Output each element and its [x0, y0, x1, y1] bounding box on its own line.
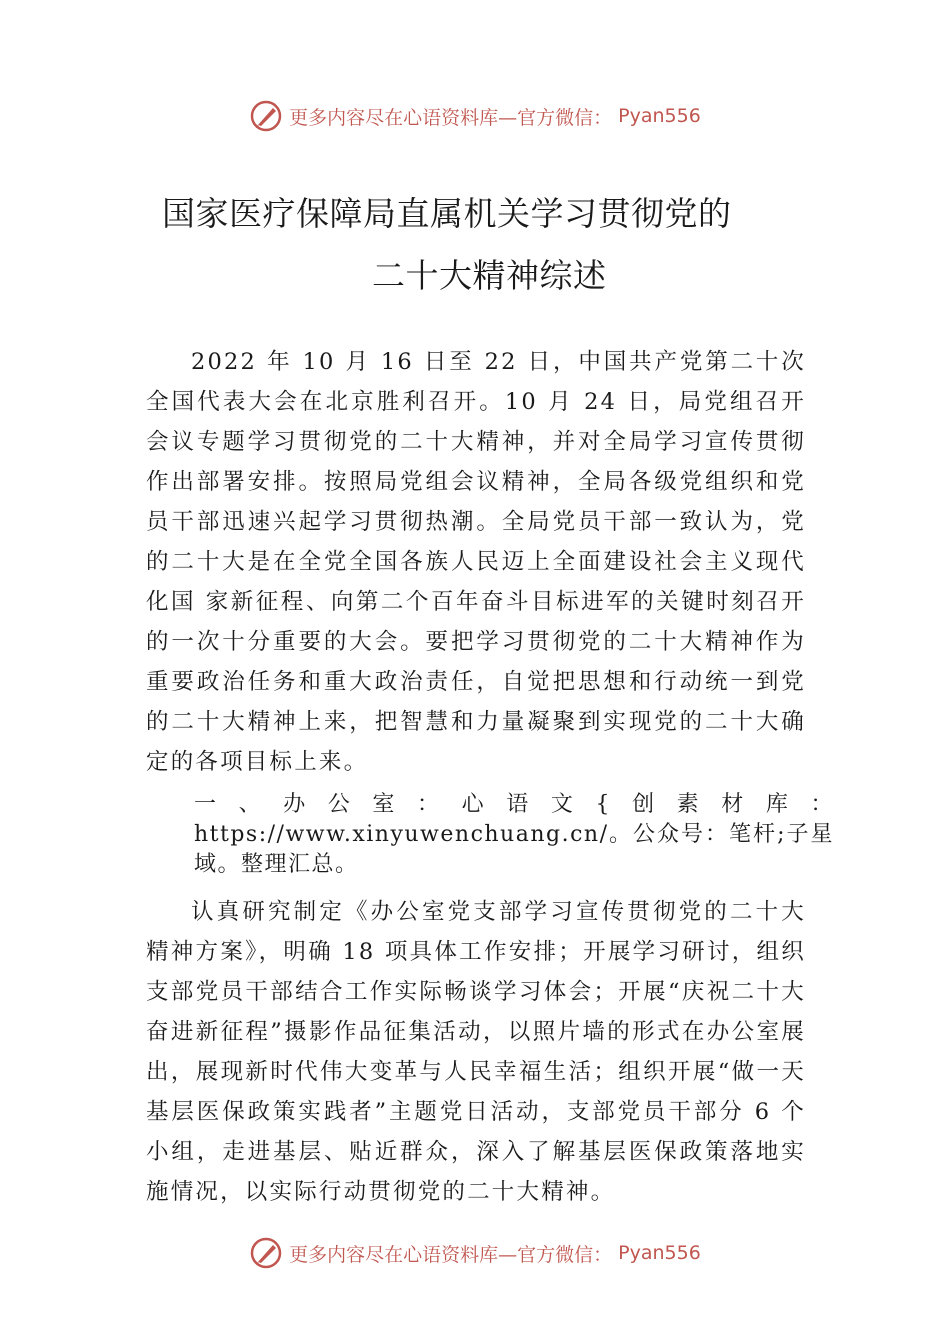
watermark-wechat-id: Pyan556 — [618, 1242, 701, 1264]
watermark-wechat-id: Pyan556 — [618, 105, 701, 127]
quill-pen-logo-icon — [249, 99, 283, 133]
document-title-line2: 二十大精神综述 — [372, 256, 607, 295]
document-body — [146, 342, 834, 1212]
section-heading-office: 一、办公室：心语文{创素材库：https://www.xinyuwenchuang.cn/。公众号：笔杆;子星域。整理汇总。 — [194, 792, 834, 877]
body-paragraph-1: 2022 年 10 月 16 日至 22 日，中国共产党第二十次全国代表大会在北京胜利召开。10 月 24 日，局党组召开会议专题学习贯彻党的二十大精神，并对全局学习宣传贯彻作出部署安排。按照局党组会议精神，全局各级党组织和党员干部迅速兴起学习贯彻热潮。全局党员干部一致认为，党的二十大是在全党全国各族人民迈上全面建设社会主义现代化国 家新征程、向第二个百年奋斗目标进军的关键时刻召开的一次十分重要的大会。要把学习贯彻党的二十大精神作为重要政治任务和重大政治责任，自觉把思想和行动统一到党的二十大精神上来，把智慧和力量凝聚到实现党的二十大确定的各项目标上来。 — [146, 349, 806, 775]
body-paragraph-2: 认真研究制定《办公室党支部学习宣传贯彻党的二十大精神方案》，明确 18 项具体工作安排；开展学习研讨，组织支部党员干部结合工作实际畅谈学习体会；开展“庆祝二十大 奋进新征程”摄影作品征集活动，以照片墙的形式在办公室展出，展现新时代伟大变革与人民幸福生活；组织开展“做一天基层医保政策实践者”主题党日活动，支部党员干部分 6 个小组，走进基层、贴近群众，深入了解基层医保政策落地实施情况，以实际行动贯彻党的二十大精神。 — [146, 899, 806, 1205]
watermark-footer — [0, 1233, 950, 1273]
watermark-header — [0, 96, 950, 136]
document-title-line1: 国家医疗保障局直属机关学习贯彻党的 — [162, 194, 732, 233]
watermark-text: 更多内容尽在心语资料库—官方微信： — [289, 106, 613, 129]
watermark-text: 更多内容尽在心语资料库—官方微信： — [289, 1243, 613, 1266]
quill-pen-logo-icon — [249, 1236, 283, 1270]
